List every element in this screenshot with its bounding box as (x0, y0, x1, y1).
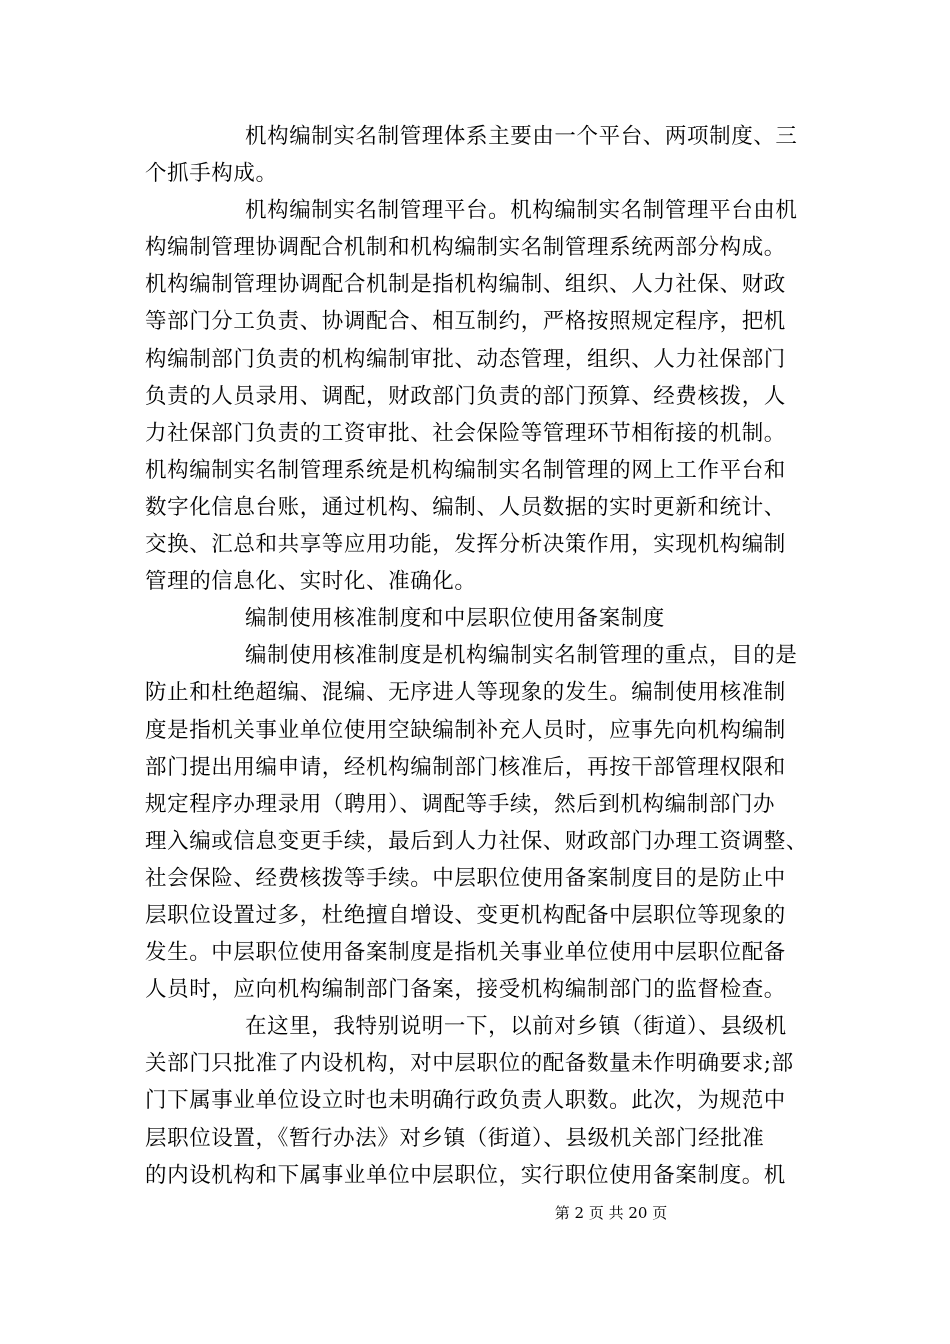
body-text (145, 118, 809, 1194)
text-line: 编制使用核准制度是机构编制实名制管理的重点，目的是 (245, 643, 798, 669)
text-line: 部门提出用编申请，经机构编制部门核准后，再按干部管理权限和 (145, 754, 786, 780)
text-line: 门下属事业单位设立时也未明确行政负责人职数。此次，为规范中 (145, 1088, 786, 1114)
text-line: 层职位设置，《暂行办法》对乡镇（街道）、县级机关部门经批准 (145, 1125, 765, 1151)
text-line: 层职位设置过多，杜绝擅自增设、变更机构配备中层职位等现象的 (145, 902, 786, 928)
text-line: 关部门只批准了内设机构，对中层职位的配备数量未作明确要求;部 (145, 1051, 794, 1077)
text-line: 机构编制管理协调配合机制是指机构编制、组织、人力社保、财政 (145, 272, 786, 298)
section-heading: 编制使用核准制度和中层职位使用备案制度 (245, 606, 665, 632)
text-line: 管理的信息化、实时化、准确化。 (145, 569, 477, 595)
text-line: 构编制管理协调配合机制和机构编制实名制管理系统两部分构成。 (145, 235, 786, 261)
text-line: 等部门分工负责、协调配合、相互制约，严格按照规定程序，把机 (145, 309, 786, 335)
text-line: 个抓手构成。 (145, 161, 278, 187)
text-line: 机构编制实名制管理体系主要由一个平台、两项制度、三 (245, 124, 798, 149)
text-line: 在这里，我特别说明一下，以前对乡镇（街道）、县级机 (245, 1014, 787, 1040)
text-line: 机构编制实名制管理平台。机构编制实名制管理平台由机 (245, 198, 798, 224)
text-line: 机构编制实名制管理系统是机构编制实名制管理的网上工作平台和 (145, 457, 786, 483)
text-line: 人员时，应向机构编制部门备案，接受机构编制部门的监督检查。 (145, 977, 786, 1003)
page-number-footer: 第 2 页 共 20 页 (554, 1204, 668, 1222)
text-line: 数字化信息台账，通过机构、编制、人员数据的实时更新和统计、 (145, 494, 786, 520)
text-line: 发生。中层职位使用备案制度是指机关事业单位使用中层职位配备 (145, 940, 786, 966)
text-line: 力社保部门负责的工资审批、社会保险等管理环节相衔接的机制。 (145, 420, 786, 446)
text-line: 负责的人员录用、调配，财政部门负责的部门预算、经费核拨，人 (145, 383, 786, 409)
text-line: 的内设机构和下属事业单位中层职位，实行职位使用备案制度。机 (145, 1162, 786, 1188)
text-line: 防止和杜绝超编、混编、无序进人等现象的发生。编制使用核准制 (145, 680, 786, 706)
text-line: 构编制部门负责的机构编制审批、动态管理，组织、人力社保部门 (145, 346, 786, 372)
text-line: 规定程序办理录用（聘用）、调配等手续，然后到机构编制部门办 (145, 791, 776, 817)
text-line: 理入编或信息变更手续，最后到人力社保、财政部门办理工资调整、 (145, 828, 809, 854)
text-line: 社会保险、经费核拨等手续。中层职位使用备案制度目的是防止中 (145, 865, 786, 891)
text-line: 度是指机关事业单位使用空缺编制补充人员时，应事先向机构编制 (145, 717, 786, 743)
text-line: 交换、汇总和共享等应用功能，发挥分析决策作用，实现机构编制 (145, 532, 786, 558)
